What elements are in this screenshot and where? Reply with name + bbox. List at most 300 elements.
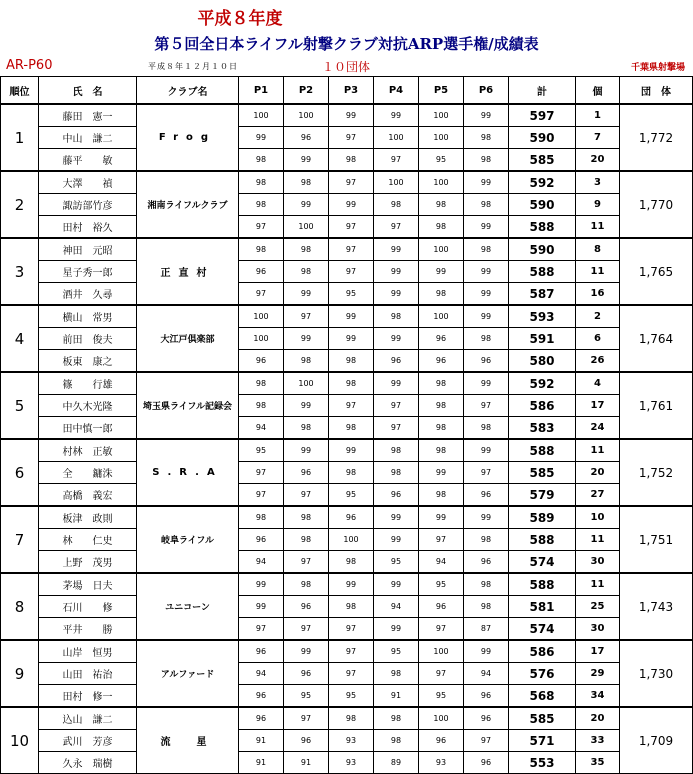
series-score: 97	[239, 216, 284, 239]
series-score: 98	[374, 707, 419, 730]
team-total: 1,751	[620, 506, 693, 573]
table-row	[1, 417, 693, 440]
series-score: 97	[284, 618, 329, 641]
series-score: 98	[284, 529, 329, 551]
table-row	[1, 216, 693, 239]
series-score: 100	[284, 372, 329, 395]
series-score: 98	[239, 372, 284, 395]
series-score: 98	[329, 350, 374, 373]
shooter-name: 中久木光隆	[39, 395, 137, 417]
table-row	[1, 171, 693, 194]
shooter-name: 山岸 恒男	[39, 640, 137, 663]
info-bar	[0, 56, 693, 76]
shooter-name: 村林 正敏	[39, 439, 137, 462]
series-score: 99	[419, 462, 464, 484]
series-score: 99	[374, 283, 419, 306]
series-score: 97	[329, 216, 374, 239]
series-score: 99	[284, 194, 329, 216]
table-row	[1, 305, 693, 328]
series-score: 95	[374, 551, 419, 574]
total-score: 592	[509, 171, 576, 194]
series-score: 96	[464, 707, 509, 730]
club-name: アルファード	[137, 640, 239, 707]
column-header: 計	[509, 77, 576, 105]
series-score: 96	[374, 484, 419, 507]
individual-rank: 20	[576, 149, 620, 172]
total-score: 592	[509, 372, 576, 395]
series-score: 99	[464, 283, 509, 306]
series-score: 99	[329, 573, 374, 596]
series-score: 100	[419, 707, 464, 730]
series-score: 98	[464, 238, 509, 261]
series-score: 98	[239, 506, 284, 529]
series-score: 99	[239, 596, 284, 618]
individual-rank: 2	[576, 305, 620, 328]
individual-rank: 9	[576, 194, 620, 216]
series-score: 98	[284, 350, 329, 373]
table-row	[1, 104, 693, 127]
table-row	[1, 395, 693, 417]
rank-cell: 9	[1, 640, 39, 707]
individual-rank: 16	[576, 283, 620, 306]
individual-rank: 26	[576, 350, 620, 373]
series-score: 97	[329, 395, 374, 417]
rank-cell: 10	[1, 707, 39, 774]
series-score: 99	[374, 328, 419, 350]
rank-cell: 8	[1, 573, 39, 640]
total-score: 590	[509, 127, 576, 149]
total-score: 588	[509, 261, 576, 283]
table-row	[1, 149, 693, 172]
column-header: P3	[329, 77, 374, 105]
club-name: ユニコーン	[137, 573, 239, 640]
table-row	[1, 462, 693, 484]
series-score: 95	[284, 685, 329, 708]
individual-rank: 29	[576, 663, 620, 685]
shooter-name: 大澤 禎	[39, 171, 137, 194]
shooter-name: 林 仁史	[39, 529, 137, 551]
individual-rank: 4	[576, 372, 620, 395]
table-row	[1, 707, 693, 730]
series-score: 100	[419, 171, 464, 194]
series-score: 98	[284, 573, 329, 596]
total-score: 553	[509, 752, 576, 774]
column-header: 個	[576, 77, 620, 105]
series-score: 98	[329, 707, 374, 730]
series-score: 94	[239, 663, 284, 685]
total-score: 574	[509, 551, 576, 574]
series-score: 96	[239, 261, 284, 283]
team-total: 1,772	[620, 104, 693, 171]
series-score: 95	[329, 484, 374, 507]
team-total: 1,765	[620, 238, 693, 305]
shooter-name: 神田 元昭	[39, 238, 137, 261]
column-header: 順位	[1, 77, 39, 105]
shooter-name: 前田 俊夫	[39, 328, 137, 350]
series-score: 98	[284, 506, 329, 529]
individual-rank: 11	[576, 573, 620, 596]
total-score: 597	[509, 104, 576, 127]
series-score: 98	[419, 395, 464, 417]
series-score: 96	[284, 127, 329, 149]
series-score: 94	[239, 551, 284, 574]
series-score: 96	[464, 551, 509, 574]
shooter-name: 酒井 久尋	[39, 283, 137, 306]
series-score: 97	[329, 238, 374, 261]
series-score: 98	[464, 127, 509, 149]
series-score: 94	[419, 551, 464, 574]
series-score: 96	[239, 529, 284, 551]
shooter-name: 全 鏞洙	[39, 462, 137, 484]
series-score: 95	[374, 640, 419, 663]
individual-rank: 8	[576, 238, 620, 261]
club-name: 大江戸倶楽部	[137, 305, 239, 372]
table-row	[1, 663, 693, 685]
shooter-name: 茅場 日夫	[39, 573, 137, 596]
series-score: 98	[284, 261, 329, 283]
series-score: 99	[464, 372, 509, 395]
table-row	[1, 439, 693, 462]
individual-rank: 25	[576, 596, 620, 618]
table-row	[1, 618, 693, 641]
series-score: 96	[374, 350, 419, 373]
series-score: 99	[284, 640, 329, 663]
column-header: P4	[374, 77, 419, 105]
team-total: 1,761	[620, 372, 693, 439]
series-score: 99	[464, 171, 509, 194]
header-row	[1, 77, 693, 105]
series-score: 98	[239, 238, 284, 261]
series-score: 98	[419, 439, 464, 462]
series-score: 99	[329, 439, 374, 462]
series-score: 96	[464, 484, 509, 507]
total-score: 593	[509, 305, 576, 328]
shooter-name: 藤田 憲一	[39, 104, 137, 127]
series-score: 95	[329, 685, 374, 708]
series-score: 100	[239, 104, 284, 127]
individual-rank: 1	[576, 104, 620, 127]
series-score: 98	[419, 417, 464, 440]
series-score: 99	[464, 261, 509, 283]
series-score: 96	[419, 596, 464, 618]
table-row	[1, 685, 693, 708]
series-score: 98	[464, 194, 509, 216]
series-score: 98	[419, 484, 464, 507]
club-name: 正直村	[137, 238, 239, 305]
series-score: 97	[419, 529, 464, 551]
table-row	[1, 194, 693, 216]
series-score: 99	[419, 506, 464, 529]
series-score: 94	[239, 417, 284, 440]
series-score: 91	[239, 730, 284, 752]
series-score: 99	[284, 328, 329, 350]
shooter-name: 平井 勝	[39, 618, 137, 641]
series-score: 98	[329, 551, 374, 574]
table-row	[1, 752, 693, 774]
shooter-name: 横山 常男	[39, 305, 137, 328]
column-header: P5	[419, 77, 464, 105]
series-score: 96	[239, 350, 284, 373]
series-score: 98	[419, 216, 464, 239]
series-score: 96	[284, 462, 329, 484]
individual-rank: 17	[576, 395, 620, 417]
series-score: 99	[374, 529, 419, 551]
individual-rank: 20	[576, 462, 620, 484]
series-score: 99	[374, 261, 419, 283]
rank-cell: 5	[1, 372, 39, 439]
series-score: 99	[284, 283, 329, 306]
individual-rank: 30	[576, 551, 620, 574]
individual-rank: 24	[576, 417, 620, 440]
series-score: 98	[464, 149, 509, 172]
team-total: 1,770	[620, 171, 693, 238]
total-score: 589	[509, 506, 576, 529]
table-row	[1, 573, 693, 596]
table-row	[1, 551, 693, 574]
table-row	[1, 372, 693, 395]
series-score: 98	[284, 238, 329, 261]
series-score: 96	[284, 730, 329, 752]
column-header: P1	[239, 77, 284, 105]
series-score: 97	[284, 305, 329, 328]
rank-cell: 3	[1, 238, 39, 305]
series-score: 95	[419, 685, 464, 708]
column-header: 団 体	[620, 77, 693, 105]
individual-rank: 30	[576, 618, 620, 641]
total-score: 571	[509, 730, 576, 752]
individual-rank: 11	[576, 261, 620, 283]
rank-cell: 1	[1, 104, 39, 171]
individual-rank: 3	[576, 171, 620, 194]
team-total: 1,730	[620, 640, 693, 707]
series-score: 97	[239, 484, 284, 507]
series-score: 97	[239, 462, 284, 484]
series-score: 97	[239, 618, 284, 641]
rank-cell: 4	[1, 305, 39, 372]
total-score: 586	[509, 640, 576, 663]
series-score: 96	[419, 730, 464, 752]
series-score: 98	[239, 171, 284, 194]
total-score: 588	[509, 573, 576, 596]
total-score: 590	[509, 194, 576, 216]
series-score: 98	[464, 529, 509, 551]
team-total: 1,764	[620, 305, 693, 372]
series-score: 100	[419, 127, 464, 149]
individual-rank: 11	[576, 439, 620, 462]
series-score: 91	[284, 752, 329, 774]
table-row	[1, 328, 693, 350]
series-score: 99	[239, 127, 284, 149]
series-score: 96	[239, 707, 284, 730]
shooter-name: 高橋 義宏	[39, 484, 137, 507]
shooter-name: 田村 裕久	[39, 216, 137, 239]
series-score: 98	[419, 283, 464, 306]
shooter-name: 諏訪部竹彦	[39, 194, 137, 216]
year-title: 平成８年度	[197, 9, 283, 29]
series-score: 99	[464, 640, 509, 663]
series-score: 94	[374, 596, 419, 618]
event-code: AR-P60	[6, 58, 53, 73]
table-row	[1, 127, 693, 149]
series-score: 99	[284, 395, 329, 417]
series-score: 97	[374, 395, 419, 417]
series-score: 98	[374, 663, 419, 685]
total-score: 588	[509, 529, 576, 551]
series-score: 95	[419, 573, 464, 596]
column-header: 氏 名	[39, 77, 137, 105]
series-score: 97	[329, 640, 374, 663]
series-score: 97	[284, 707, 329, 730]
venue: 千葉県射撃場	[630, 63, 685, 73]
series-score: 100	[419, 640, 464, 663]
series-score: 95	[329, 283, 374, 306]
series-score: 97	[374, 417, 419, 440]
rank-cell: 6	[1, 439, 39, 506]
series-score: 99	[329, 194, 374, 216]
total-score: 585	[509, 149, 576, 172]
shooter-name: 板東 康之	[39, 350, 137, 373]
total-score: 588	[509, 439, 576, 462]
total-score: 586	[509, 395, 576, 417]
individual-rank: 6	[576, 328, 620, 350]
series-score: 96	[419, 350, 464, 373]
series-score: 98	[464, 596, 509, 618]
shooter-name: 石川 修	[39, 596, 137, 618]
table-row	[1, 261, 693, 283]
team-count: １０団体	[322, 60, 371, 74]
team-total: 1,743	[620, 573, 693, 640]
table-row	[1, 730, 693, 752]
series-score: 98	[239, 395, 284, 417]
series-score: 91	[374, 685, 419, 708]
total-score: 579	[509, 484, 576, 507]
series-score: 98	[329, 417, 374, 440]
series-score: 97	[419, 618, 464, 641]
table-row	[1, 529, 693, 551]
club-name: 湘南ライフルクラブ	[137, 171, 239, 238]
series-score: 99	[464, 305, 509, 328]
series-score: 99	[284, 149, 329, 172]
table-row	[1, 596, 693, 618]
individual-rank: 11	[576, 529, 620, 551]
series-score: 97	[374, 149, 419, 172]
series-score: 97	[329, 663, 374, 685]
shooter-name: 田村 修一	[39, 685, 137, 708]
club-name: S.R.A	[137, 439, 239, 506]
series-score: 98	[374, 194, 419, 216]
series-score: 97	[464, 395, 509, 417]
individual-rank: 34	[576, 685, 620, 708]
series-score: 99	[464, 216, 509, 239]
event-date: 平成８年１２月１０日	[148, 62, 238, 71]
series-score: 99	[464, 104, 509, 127]
series-score: 97	[464, 730, 509, 752]
series-score: 98	[329, 372, 374, 395]
series-score: 98	[419, 194, 464, 216]
total-score: 587	[509, 283, 576, 306]
series-score: 96	[464, 350, 509, 373]
series-score: 99	[374, 618, 419, 641]
series-score: 97	[329, 127, 374, 149]
series-score: 99	[329, 104, 374, 127]
series-score: 96	[464, 752, 509, 774]
individual-rank: 33	[576, 730, 620, 752]
series-score: 99	[329, 305, 374, 328]
series-score: 98	[329, 149, 374, 172]
series-score: 100	[419, 104, 464, 127]
series-score: 89	[374, 752, 419, 774]
series-score: 97	[419, 663, 464, 685]
series-score: 93	[329, 730, 374, 752]
series-score: 98	[239, 194, 284, 216]
series-score: 96	[464, 685, 509, 708]
table-row	[1, 640, 693, 663]
club-name: 岐阜ライフル	[137, 506, 239, 573]
table-row	[1, 350, 693, 373]
total-score: 581	[509, 596, 576, 618]
table-row	[1, 484, 693, 507]
series-score: 100	[419, 238, 464, 261]
series-score: 96	[284, 663, 329, 685]
series-score: 99	[374, 573, 419, 596]
shooter-name: 込山 謙二	[39, 707, 137, 730]
total-score: 591	[509, 328, 576, 350]
series-score: 98	[329, 462, 374, 484]
column-header: P6	[464, 77, 509, 105]
table-row	[1, 283, 693, 306]
series-score: 98	[239, 149, 284, 172]
shooter-name: 武川 芳彦	[39, 730, 137, 752]
total-score: 568	[509, 685, 576, 708]
shooter-name: 星子秀一郎	[39, 261, 137, 283]
series-score: 97	[329, 618, 374, 641]
team-total: 1,752	[620, 439, 693, 506]
series-score: 100	[284, 216, 329, 239]
series-score: 96	[239, 640, 284, 663]
shooter-name: 山田 祐治	[39, 663, 137, 685]
series-score: 97	[374, 216, 419, 239]
total-score: 580	[509, 350, 576, 373]
series-score: 98	[329, 596, 374, 618]
series-score: 97	[284, 484, 329, 507]
series-score: 97	[464, 462, 509, 484]
column-header: クラブ名	[137, 77, 239, 105]
total-score: 583	[509, 417, 576, 440]
shooter-name: 上野 茂男	[39, 551, 137, 574]
shooter-name: 藤平 敏	[39, 149, 137, 172]
rank-cell: 2	[1, 171, 39, 238]
series-score: 97	[329, 171, 374, 194]
series-score: 99	[374, 238, 419, 261]
total-score: 585	[509, 462, 576, 484]
series-score: 98	[374, 462, 419, 484]
series-score: 98	[374, 730, 419, 752]
total-score: 588	[509, 216, 576, 239]
individual-rank: 27	[576, 484, 620, 507]
individual-rank: 11	[576, 216, 620, 239]
series-score: 96	[284, 596, 329, 618]
team-total: 1,709	[620, 707, 693, 774]
series-score: 99	[374, 506, 419, 529]
results-body	[1, 104, 693, 774]
individual-rank: 7	[576, 127, 620, 149]
club-name: 流 星	[137, 707, 239, 774]
shooter-name: 久永 瑞樹	[39, 752, 137, 774]
club-name: 埼玉県ライフル記録会	[137, 372, 239, 439]
table-row	[1, 506, 693, 529]
series-score: 98	[464, 417, 509, 440]
series-score: 99	[239, 573, 284, 596]
